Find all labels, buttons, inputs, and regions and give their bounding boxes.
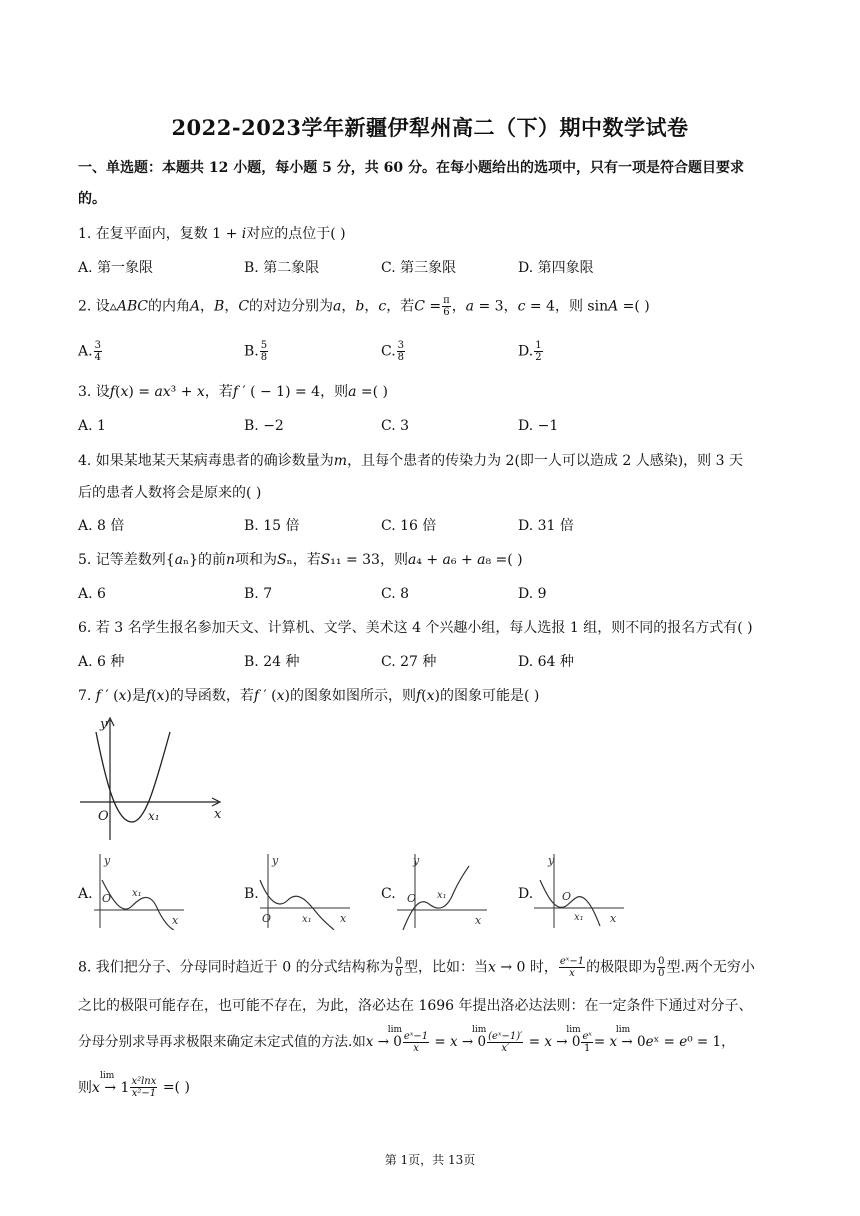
q8-l3-g: = 𝑥 → 0𝑒ˣ = 𝑒⁰ = 1， <box>593 1034 735 1050</box>
q5-option-d: D. 9 <box>518 586 547 602</box>
question-8-line4 <box>78 1070 788 1099</box>
q4-option-b: B. 15 倍 <box>244 518 300 534</box>
q8-l1-c: 的极限即为 <box>586 959 657 976</box>
q8-lim-1 <box>365 1025 403 1052</box>
q2-option-b <box>244 340 269 363</box>
q8-lim-1-arrow: 𝑥 → 0 <box>365 1034 402 1050</box>
q7-option-b-graph <box>258 850 358 930</box>
q7b-x-label: x <box>340 912 347 925</box>
q6-option-d: D. 64 种 <box>518 654 574 670</box>
q1-option-a: A. 第一象限 <box>78 260 154 276</box>
q8-lim-5 <box>78 1070 130 1098</box>
q7-option-a-graph <box>92 850 192 930</box>
q7-option-d-graph <box>532 850 632 930</box>
q2-b-label: B. <box>244 343 259 360</box>
q8-l3-f2-num: (eˣ−1)′ <box>488 1031 523 1042</box>
q7-origin-label: O <box>98 809 109 824</box>
q2-b-den: 8 <box>260 352 268 363</box>
q8-lim-2-arrow: 𝑥 → 0 <box>450 1034 487 1050</box>
q5-option-a: A. 6 <box>78 586 106 602</box>
question-8-line3 <box>78 1025 788 1054</box>
q7b-x1-label: x₁ <box>302 914 312 925</box>
q1-option-b: B. 第二象限 <box>244 260 320 276</box>
q7-option-c-label: C. <box>381 886 396 902</box>
q1-option-d: D. 第四象限 <box>518 260 594 276</box>
q7c-y-label: y <box>413 854 420 867</box>
q2-fraction <box>442 295 451 318</box>
q2-option-d <box>518 340 544 363</box>
q8-frac-zero-zero-2 <box>657 956 665 979</box>
q8-frac-l3-1 <box>403 1031 429 1054</box>
q2-d-label: D. <box>518 343 534 360</box>
q7-x1-label: x₁ <box>148 809 160 823</box>
q7-y-label: y <box>100 717 108 732</box>
q7a-y-label: y <box>104 854 111 867</box>
q8-l3-f1-num: eˣ−1 <box>403 1031 429 1042</box>
q2-c-label: C. <box>381 343 396 360</box>
q7-option-c-graph <box>395 850 495 930</box>
question-5-stem: 5. 记等差数列{𝑎ₙ}的前𝑛项和为𝑆ₙ，若𝑆₁₁ = 33，则𝑎₄ + 𝑎₆ + 𝑎₈ =( ) <box>78 552 523 568</box>
q7c-x-label: x <box>475 914 482 927</box>
q8-lim-5-sup: lim <box>100 1070 115 1081</box>
q8-frac-zero-zero <box>395 956 403 979</box>
q7c-origin-label: O <box>407 892 417 905</box>
q8-l1-d: 型.两个无穷小 <box>666 959 755 976</box>
q8-f00-num: 0 <box>395 956 402 967</box>
q8-l4-b: =( ) <box>158 1079 190 1096</box>
q7d-x1-label: x₁ <box>574 912 584 923</box>
q8-fe-num: eˣ−1 <box>559 956 585 967</box>
q8-l3-eq-1: = <box>430 1034 451 1050</box>
question-8-line2: 之比的极限可能存在，也可能不存在，为此，洛必达在 1696 年提出洛必达法则：在一定条件下通过对分子、 <box>78 998 753 1014</box>
q7d-y-label: y <box>548 854 555 867</box>
q5-option-c: C. 8 <box>381 586 410 602</box>
q8-f00-den: 0 <box>395 968 402 979</box>
question-8-line1 <box>78 956 788 979</box>
q3-option-c: C. 3 <box>381 418 410 434</box>
q8-lim-3-arrow: 𝑥 → 0 <box>544 1034 581 1050</box>
q2-c-num: 3 <box>397 340 405 351</box>
q4-option-a: A. 8 倍 <box>78 518 125 534</box>
q8-frac-exp <box>559 956 585 979</box>
q8-f00-num-2: 0 <box>658 956 665 967</box>
q8-lim-1-sup: lim <box>387 1025 403 1035</box>
q3-option-a: A. 1 <box>78 418 106 434</box>
q8-frac-l4 <box>130 1076 157 1099</box>
q7d-origin-label: O <box>562 890 572 903</box>
q8-fe-den: x <box>569 968 575 979</box>
q2-c-den: 8 <box>397 352 405 363</box>
q3-option-d: D. −1 <box>518 418 559 434</box>
question-4-line2: 后的患者人数将会是原来的( ) <box>78 485 262 501</box>
q7-derivative-graph <box>78 712 238 844</box>
q8-f00-den-2: 0 <box>658 968 665 979</box>
q2-stem-part-a: 2. 设▵𝐴𝐵𝐶的内角𝐴，𝐵，𝐶的对边分别为𝑎，𝑏，𝑐，若𝐶 = <box>78 298 442 315</box>
q8-lim-3 <box>544 1025 581 1052</box>
q8-l3-f3-den: 1 <box>584 1043 591 1054</box>
q3-option-b: B. −2 <box>244 418 284 434</box>
q2-b-fraction <box>260 340 268 363</box>
q2-stem-part-b: ，𝑎 = 3，𝑐 = 4，则 sin𝐴 =( ) <box>451 298 650 315</box>
page-footer: 第 1页，共 13页 <box>384 1153 476 1167</box>
q2-c-fraction <box>397 340 405 363</box>
q8-l3-f1-den: x <box>413 1043 419 1054</box>
question-4-line1: 4. 如果某地某天某病毒患者的确诊数量为𝑚，且每个患者的传染力为 2(即一人可以造成 2 人感染)，则 3 天 <box>78 453 743 469</box>
q2-b-num: 5 <box>260 340 268 351</box>
q7b-origin-label: O <box>262 912 272 925</box>
q8-l3-a: 分母分别求导再求极限来确定未定式值的方法.如 <box>78 1034 366 1050</box>
question-3-stem: 3. 设𝑓(𝑥) = 𝑎𝑥³ + 𝑥，若𝑓 ′ ( − 1) = 4，则𝑎 =( ) <box>78 384 388 400</box>
q7-option-a-label: A. <box>78 886 93 902</box>
q6-option-a: A. 6 种 <box>78 654 125 670</box>
q5-option-b: B. 7 <box>244 586 273 602</box>
q2-frac-num: π <box>443 295 450 306</box>
q8-l3-eq-2: = <box>524 1034 545 1050</box>
q2-d-num: 1 <box>535 340 542 351</box>
question-1-stem: 1. 在复平面内，复数 1 + 𝑖对应的点位于( ) <box>78 226 346 242</box>
page-title: 2022-2023学年新疆伊犁州高二（下）期中数学试卷 <box>171 115 689 140</box>
q7c-x1-label: x₁ <box>437 890 447 901</box>
q6-option-b: B. 24 种 <box>244 654 300 670</box>
q8-l4-a: 则𝑥 → 1 <box>78 1079 130 1096</box>
q6-option-c: C. 27 种 <box>381 654 437 670</box>
q7a-origin-label: O <box>102 892 112 905</box>
q7d-x-label: x <box>610 912 617 925</box>
question-6-stem: 6. 若 3 名学生报名参加天文、计算机、文学、美术这 4 个兴趣小组，每人选报 1 组，则不同的报名方式有( ) <box>78 620 753 636</box>
q8-l3-f3-num: eˣ <box>582 1031 592 1042</box>
q2-d-fraction <box>534 340 542 363</box>
q7-option-d-label: D. <box>518 886 534 902</box>
q2-a-num: 3 <box>94 340 101 351</box>
q2-option-c <box>381 340 406 363</box>
q4-option-c: C. 16 倍 <box>381 518 437 534</box>
q8-l3-f2-den: x′ <box>501 1043 510 1054</box>
q8-lim-4-sup: lim <box>615 1025 631 1035</box>
q1-option-c: C. 第三象限 <box>381 260 457 276</box>
q8-frac-l3-3 <box>581 1031 592 1054</box>
q2-a-den: 4 <box>94 352 101 363</box>
q8-lim-3-sup: lim <box>566 1025 581 1035</box>
q2-a-label: A. <box>78 343 93 360</box>
q2-a-fraction <box>94 340 102 363</box>
q8-frac-l3-2 <box>487 1031 523 1054</box>
q8-lim-2-sup: lim <box>472 1025 487 1035</box>
q4-option-d: D. 31 倍 <box>518 518 574 534</box>
q8-lim-4 <box>593 1025 735 1052</box>
q2-option-a <box>78 340 103 363</box>
q7a-x1-label: x₁ <box>132 888 142 899</box>
q8-l1-b: 型，比如：当𝑥 → 0 时， <box>404 959 558 976</box>
q2-frac-den: 6 <box>443 307 450 318</box>
q7b-y-label: y <box>272 854 279 867</box>
q2-d-den: 2 <box>535 352 542 363</box>
q8-lim-2 <box>450 1025 487 1052</box>
question-7-stem: 7. 𝑓 ′ (𝑥)是𝑓(𝑥)的导函数，若𝑓 ′ (𝑥)的图象如图所示，则𝑓(𝑥)的图象可能是( ) <box>78 688 540 704</box>
q7-x-label: x <box>214 807 222 822</box>
q8-l1-a: 8. 我们把分子、分母同时趋近于 0 的分式结构称为 <box>78 959 394 976</box>
section-heading-line2: 的。 <box>78 191 106 207</box>
q7a-x-label: x <box>172 914 179 927</box>
q8-l4-num: x²lnx <box>131 1076 157 1087</box>
section-heading-line1: 一、单选题：本题共 12 小题，每小题 5 分，共 60 分。在每小题给出的选项中，只有一项是符合题目要求 <box>78 160 744 176</box>
q7-option-b-label: B. <box>244 886 259 902</box>
q8-l4-den: x²−1 <box>131 1088 157 1099</box>
question-2-stem <box>78 295 788 318</box>
